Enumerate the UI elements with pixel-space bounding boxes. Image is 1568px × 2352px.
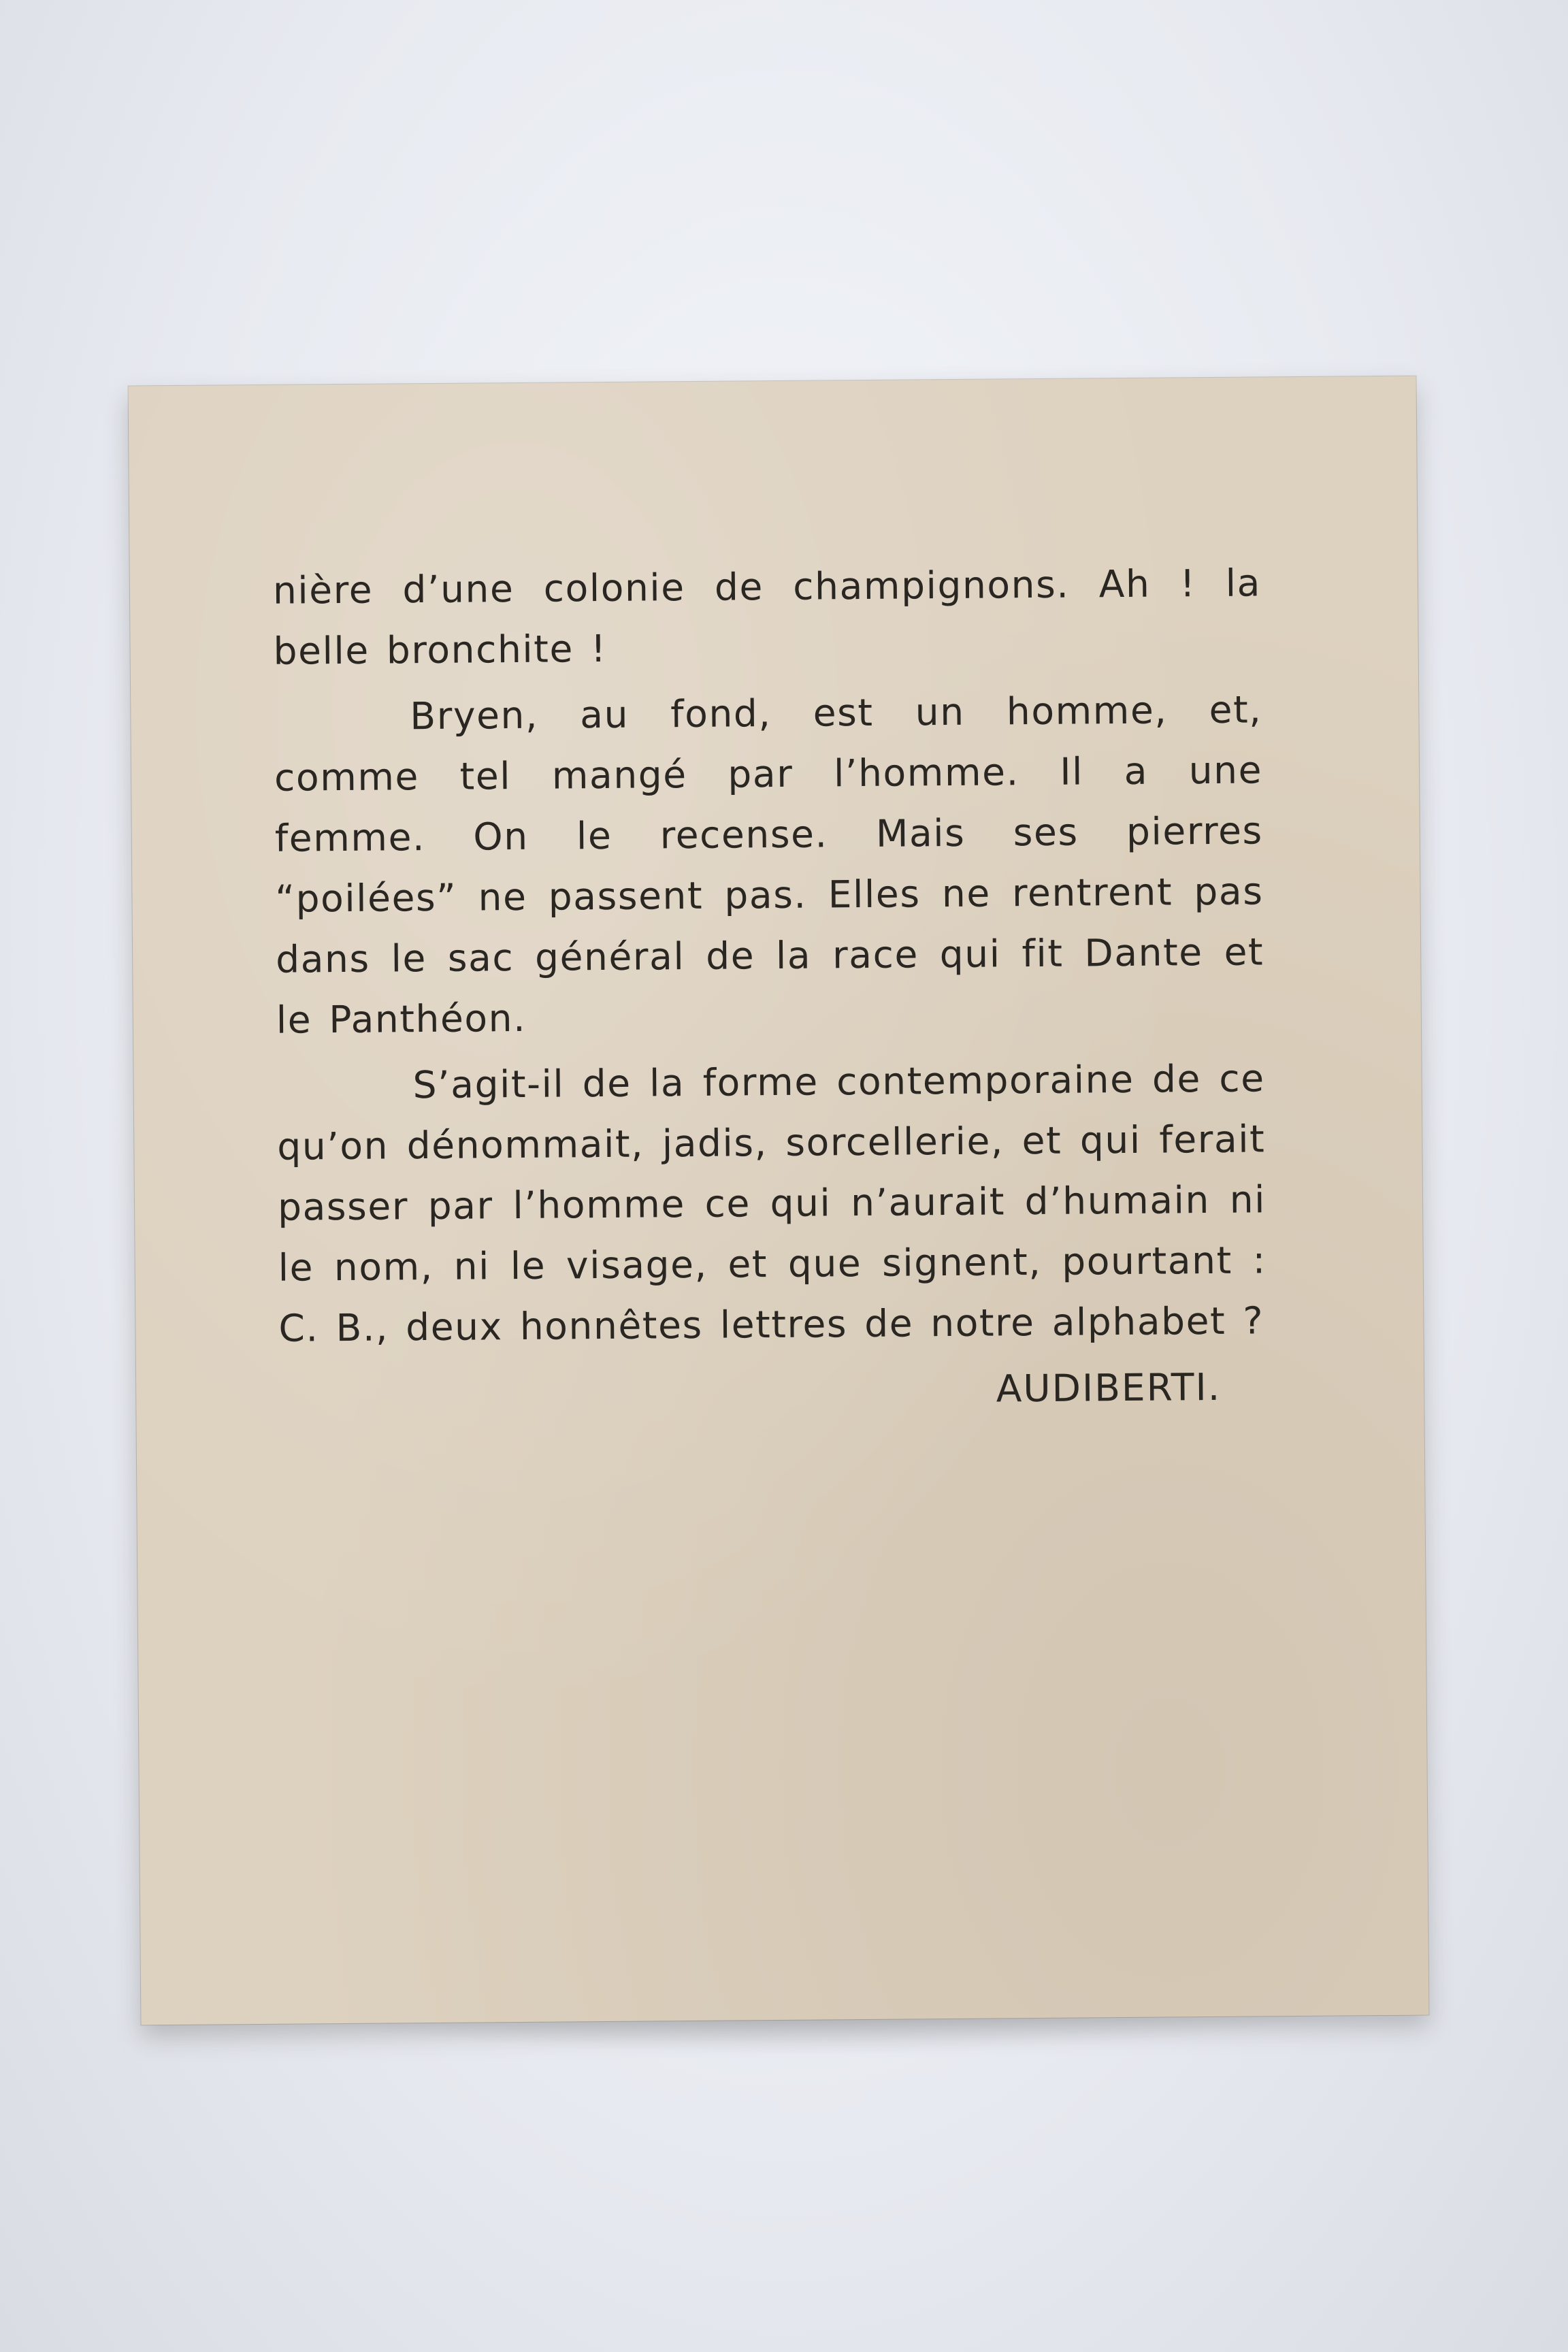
booklet-page bbox=[129, 376, 1429, 2025]
body-text bbox=[273, 553, 1268, 1424]
author-signature: AUDIBERTI. bbox=[996, 1365, 1222, 1411]
paragraph-continuation: nière d’une colonie de champignons. Ah ! la belle bronchite ! bbox=[272, 561, 1262, 673]
paragraph-bryen: Bryen, au fond, est un homme, et, comme tel mangé par l’homme. Il a une femme. On le recense. Mais ses pierres “poilées” ne passent pas. Elles ne rentrent pas dans le sac général de la race qui fit Dante et le Panthéon. bbox=[274, 687, 1264, 1042]
paragraph-sorcellerie: S’agit-il de la forme contemporaine de ce qu’on dénommait, jadis, sorcellerie, et qui ferait passer par l’homme ce qui n’aurait d’humain ni le nom, ni le visage, et que signent, pourtant : C. B., deux honnêtes lettres de notre alphabet ? bbox=[277, 1056, 1267, 1350]
